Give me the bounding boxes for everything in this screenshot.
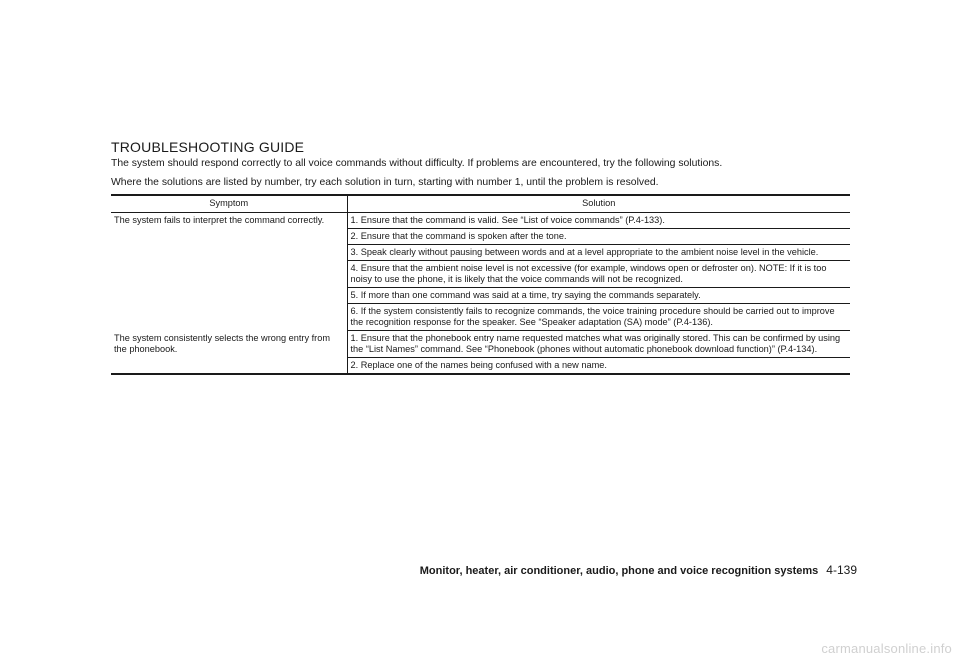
symptom-header: Symptom: [111, 195, 347, 213]
solution-cell: 2. Replace one of the names being confused with a new name.: [350, 360, 607, 370]
intro-paragraph-1: The system should respond correctly to all voice commands without difficulty. If problems are encountered, try the following solutions.: [111, 158, 723, 169]
page-footer: [420, 563, 857, 577]
table-row: [111, 331, 850, 358]
footer-section-title: Monitor, heater, air conditioner, audio, phone and voice recognition systems: [419, 565, 819, 577]
solution-header: Solution: [347, 195, 850, 213]
troubleshooting-table: [111, 194, 850, 375]
symptom-cell: The system consistently selects the wrong entry from the phonebook.: [111, 331, 347, 375]
solution-cell: 4. Ensure that the ambient noise level is not excessive (for example, windows open or defroster on). NOTE: If it is too noisy to use the phone, it is likely that the voice commands will not be recognized.: [347, 261, 850, 288]
table-row: [111, 213, 850, 229]
page-number: 4-139: [826, 563, 857, 577]
solution-cell: 3. Speak clearly without pausing between words and at a level appropriate to the ambient noise level in the vehicle.: [347, 245, 850, 261]
solution-cell: 6. If the system consistently fails to recognize commands, the voice training procedure should be carried out to improve the recognition response for the speaker. See “Speaker adaptation (SA) mode” (P.4-136).: [347, 304, 850, 331]
table-header-row: [111, 195, 850, 213]
watermark: carmanualsonline.info: [821, 641, 952, 656]
intro-paragraph-2: Where the solutions are listed by number, try each solution in turn, starting with number 1, until the problem is resolved.: [111, 177, 659, 188]
solution-cell: 1. Ensure that the command is valid. See “List of voice commands” (P.4-133).: [347, 213, 850, 229]
page-title: TROUBLESHOOTING GUIDE: [111, 139, 305, 155]
solution-cell: 5. If more than one command was said at a time, try saying the commands separately.: [347, 288, 850, 304]
symptom-cell: The system fails to interpret the command correctly.: [111, 213, 347, 331]
solution-cell: 2. Ensure that the command is spoken after the tone.: [347, 229, 850, 245]
solution-cell: 1. Ensure that the phonebook entry name requested matches what was originally stored. This can be confirmed by using the “List Names” command. See “Phonebook (phones without automatic phonebook download function)” (P.4-134).: [347, 331, 850, 358]
